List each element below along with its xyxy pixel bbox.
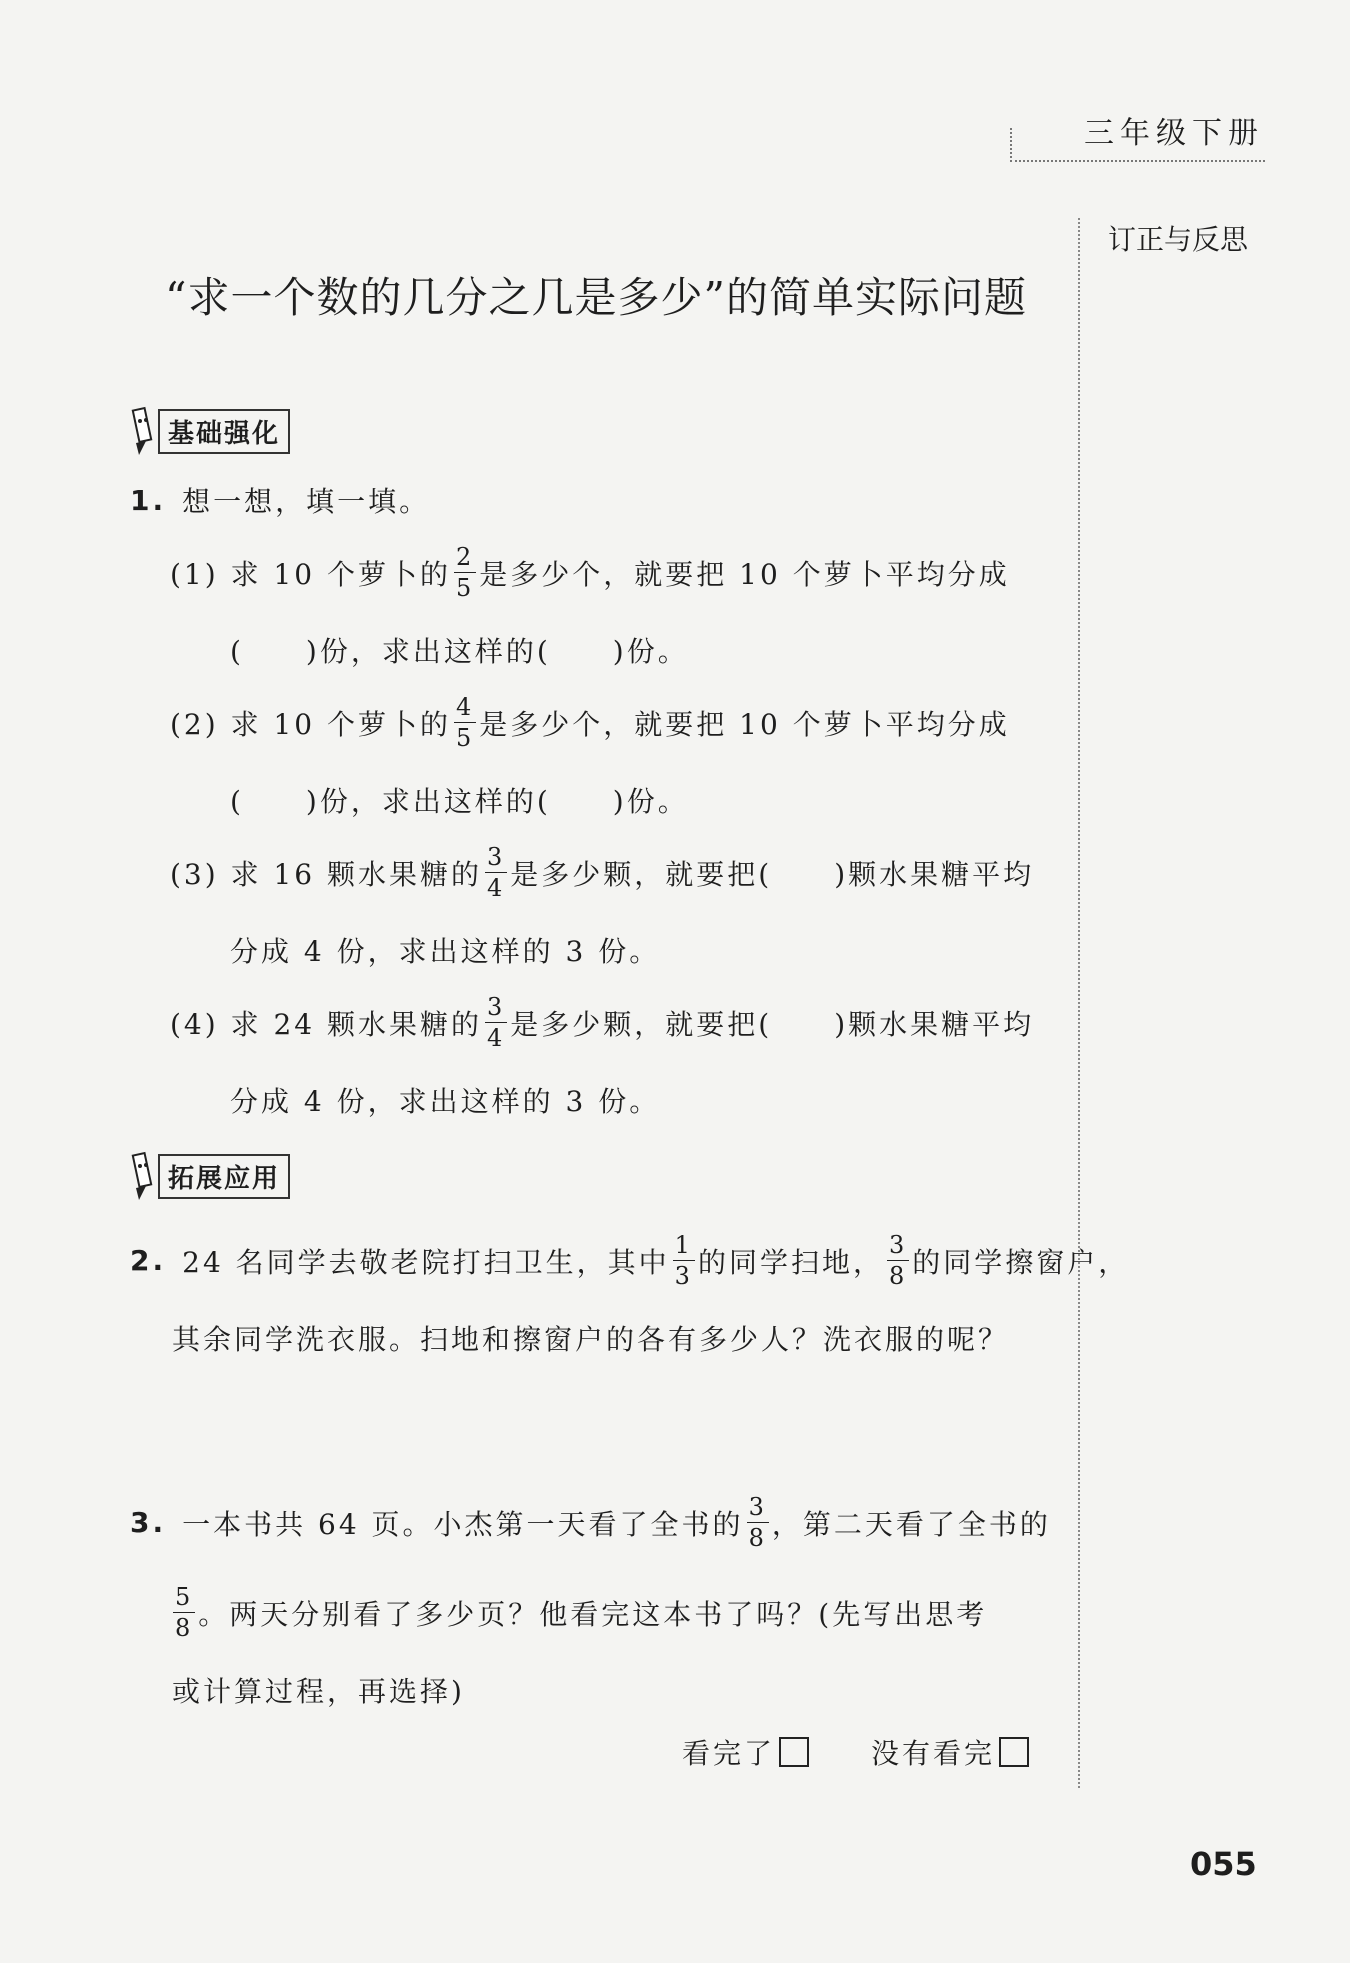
q2-text-b: 的同学扫地， [697,1245,884,1279]
fraction-denominator: 8 [748,1524,767,1552]
fraction [454,695,476,750]
q1-heading [130,480,430,520]
section-basic [130,408,290,454]
fraction-numerator: 3 [888,1231,908,1259]
fraction [887,1233,909,1288]
fraction-denominator: 4 [487,1024,506,1052]
fraction-numerator: 3 [748,1493,767,1521]
fraction-numerator: 2 [456,543,475,571]
grade-box-border [1010,128,1012,162]
q1-p2-post: 是多少个，就要把 10 个萝卜平均分成 [479,707,1010,741]
section-basic-label: 基础强化 [158,409,290,454]
page-number: 055 [1190,1845,1257,1883]
fraction-numerator: 5 [175,1583,194,1611]
q3-text-a: 一本书共 64 页。小杰第一天看了全书的 [182,1507,744,1541]
fraction [485,845,507,900]
fraction-denominator: 3 [674,1262,693,1290]
grade-box-underline [1010,160,1265,162]
q1-p4-line2: 分成 4 份，求出这样的 3 份。 [230,1085,661,1118]
option-not-finished-checkbox[interactable] [999,1737,1029,1767]
fraction [673,1233,695,1288]
q1-p1-post: 是多少个，就要把 10 个萝卜平均分成 [479,557,1010,591]
q1-p4-line1 [170,995,1034,1050]
q3-line3: 或计算过程，再选择) [172,1675,465,1708]
q2-line1 [130,1233,1129,1288]
q1-p3-line2: 分成 4 份，求出这样的 3 份。 [230,935,661,968]
q3-number: 3. [130,1506,167,1539]
fraction-denominator: 5 [456,724,475,752]
q3-text-l2: 。两天分别看了多少页？他看完这本书了吗？(先写出思考 [198,1597,988,1631]
fraction-numerator: 3 [487,843,506,871]
fraction [485,995,507,1050]
q1-text: 想一想，填一填。 [182,485,431,518]
q3-line1 [130,1495,1051,1550]
fraction-denominator: 5 [456,574,475,602]
section-extend [130,1153,290,1199]
q3-line2 [170,1585,987,1640]
pencil-icon [130,405,156,457]
q1-p2-line1 [170,695,1010,750]
option-finished-label: 看完了 [682,1737,776,1770]
fraction-denominator: 8 [888,1262,908,1290]
fraction-denominator: 4 [487,874,506,902]
q2-number: 2. [130,1244,167,1277]
q1-p3-line1 [170,845,1034,900]
q1-p4-pre: (4) 求 24 颗水果糖的 [170,1007,482,1041]
fraction [747,1495,769,1550]
margin-title: 订正与反思 [1108,223,1249,256]
q1-number: 1. [130,483,167,517]
pencil-icon [130,1150,156,1202]
page-title: “求一个数的几分之几是多少”的简单实际问题 [165,273,1027,322]
option-finished-checkbox[interactable] [779,1737,809,1767]
q1-p2-pre: (2) 求 10 个萝卜的 [170,707,451,741]
fraction [173,1585,195,1640]
fraction-numerator: 3 [487,993,506,1021]
q1-p1-line2: ( )份，求出这样的( )份。 [230,635,689,668]
q1-p1-pre: (1) 求 10 个萝卜的 [170,557,451,591]
q2-line2: 其余同学洗衣服。扫地和擦窗户的各有多少人？洗衣服的呢？ [172,1323,1010,1356]
q3-options [682,1732,1029,1772]
fraction-numerator: 1 [674,1231,693,1259]
fraction-numerator: 4 [456,693,475,721]
margin-divider [1078,218,1080,1788]
q2-text-c: 的同学擦窗户， [912,1245,1130,1279]
q1-p4-post: 是多少颗，就要把( )颗水果糖平均 [510,1007,1035,1041]
q2-text-a: 24 名同学去敬老院打扫卫生，其中 [182,1245,670,1279]
q1-p2-line2: ( )份，求出这样的( )份。 [230,785,689,818]
fraction-denominator: 8 [175,1614,194,1642]
section-extend-label: 拓展应用 [158,1154,290,1199]
q1-p3-pre: (3) 求 16 颗水果糖的 [170,857,482,891]
grade-label: 三年级下册 [1078,108,1270,152]
option-not-finished-label: 没有看完 [871,1737,996,1770]
q1-p3-post: 是多少颗，就要把( )颗水果糖平均 [510,857,1035,891]
q3-text-b: ，第二天看了全书的 [771,1507,1051,1541]
q1-p1-line1 [170,545,1010,600]
fraction [454,545,476,600]
